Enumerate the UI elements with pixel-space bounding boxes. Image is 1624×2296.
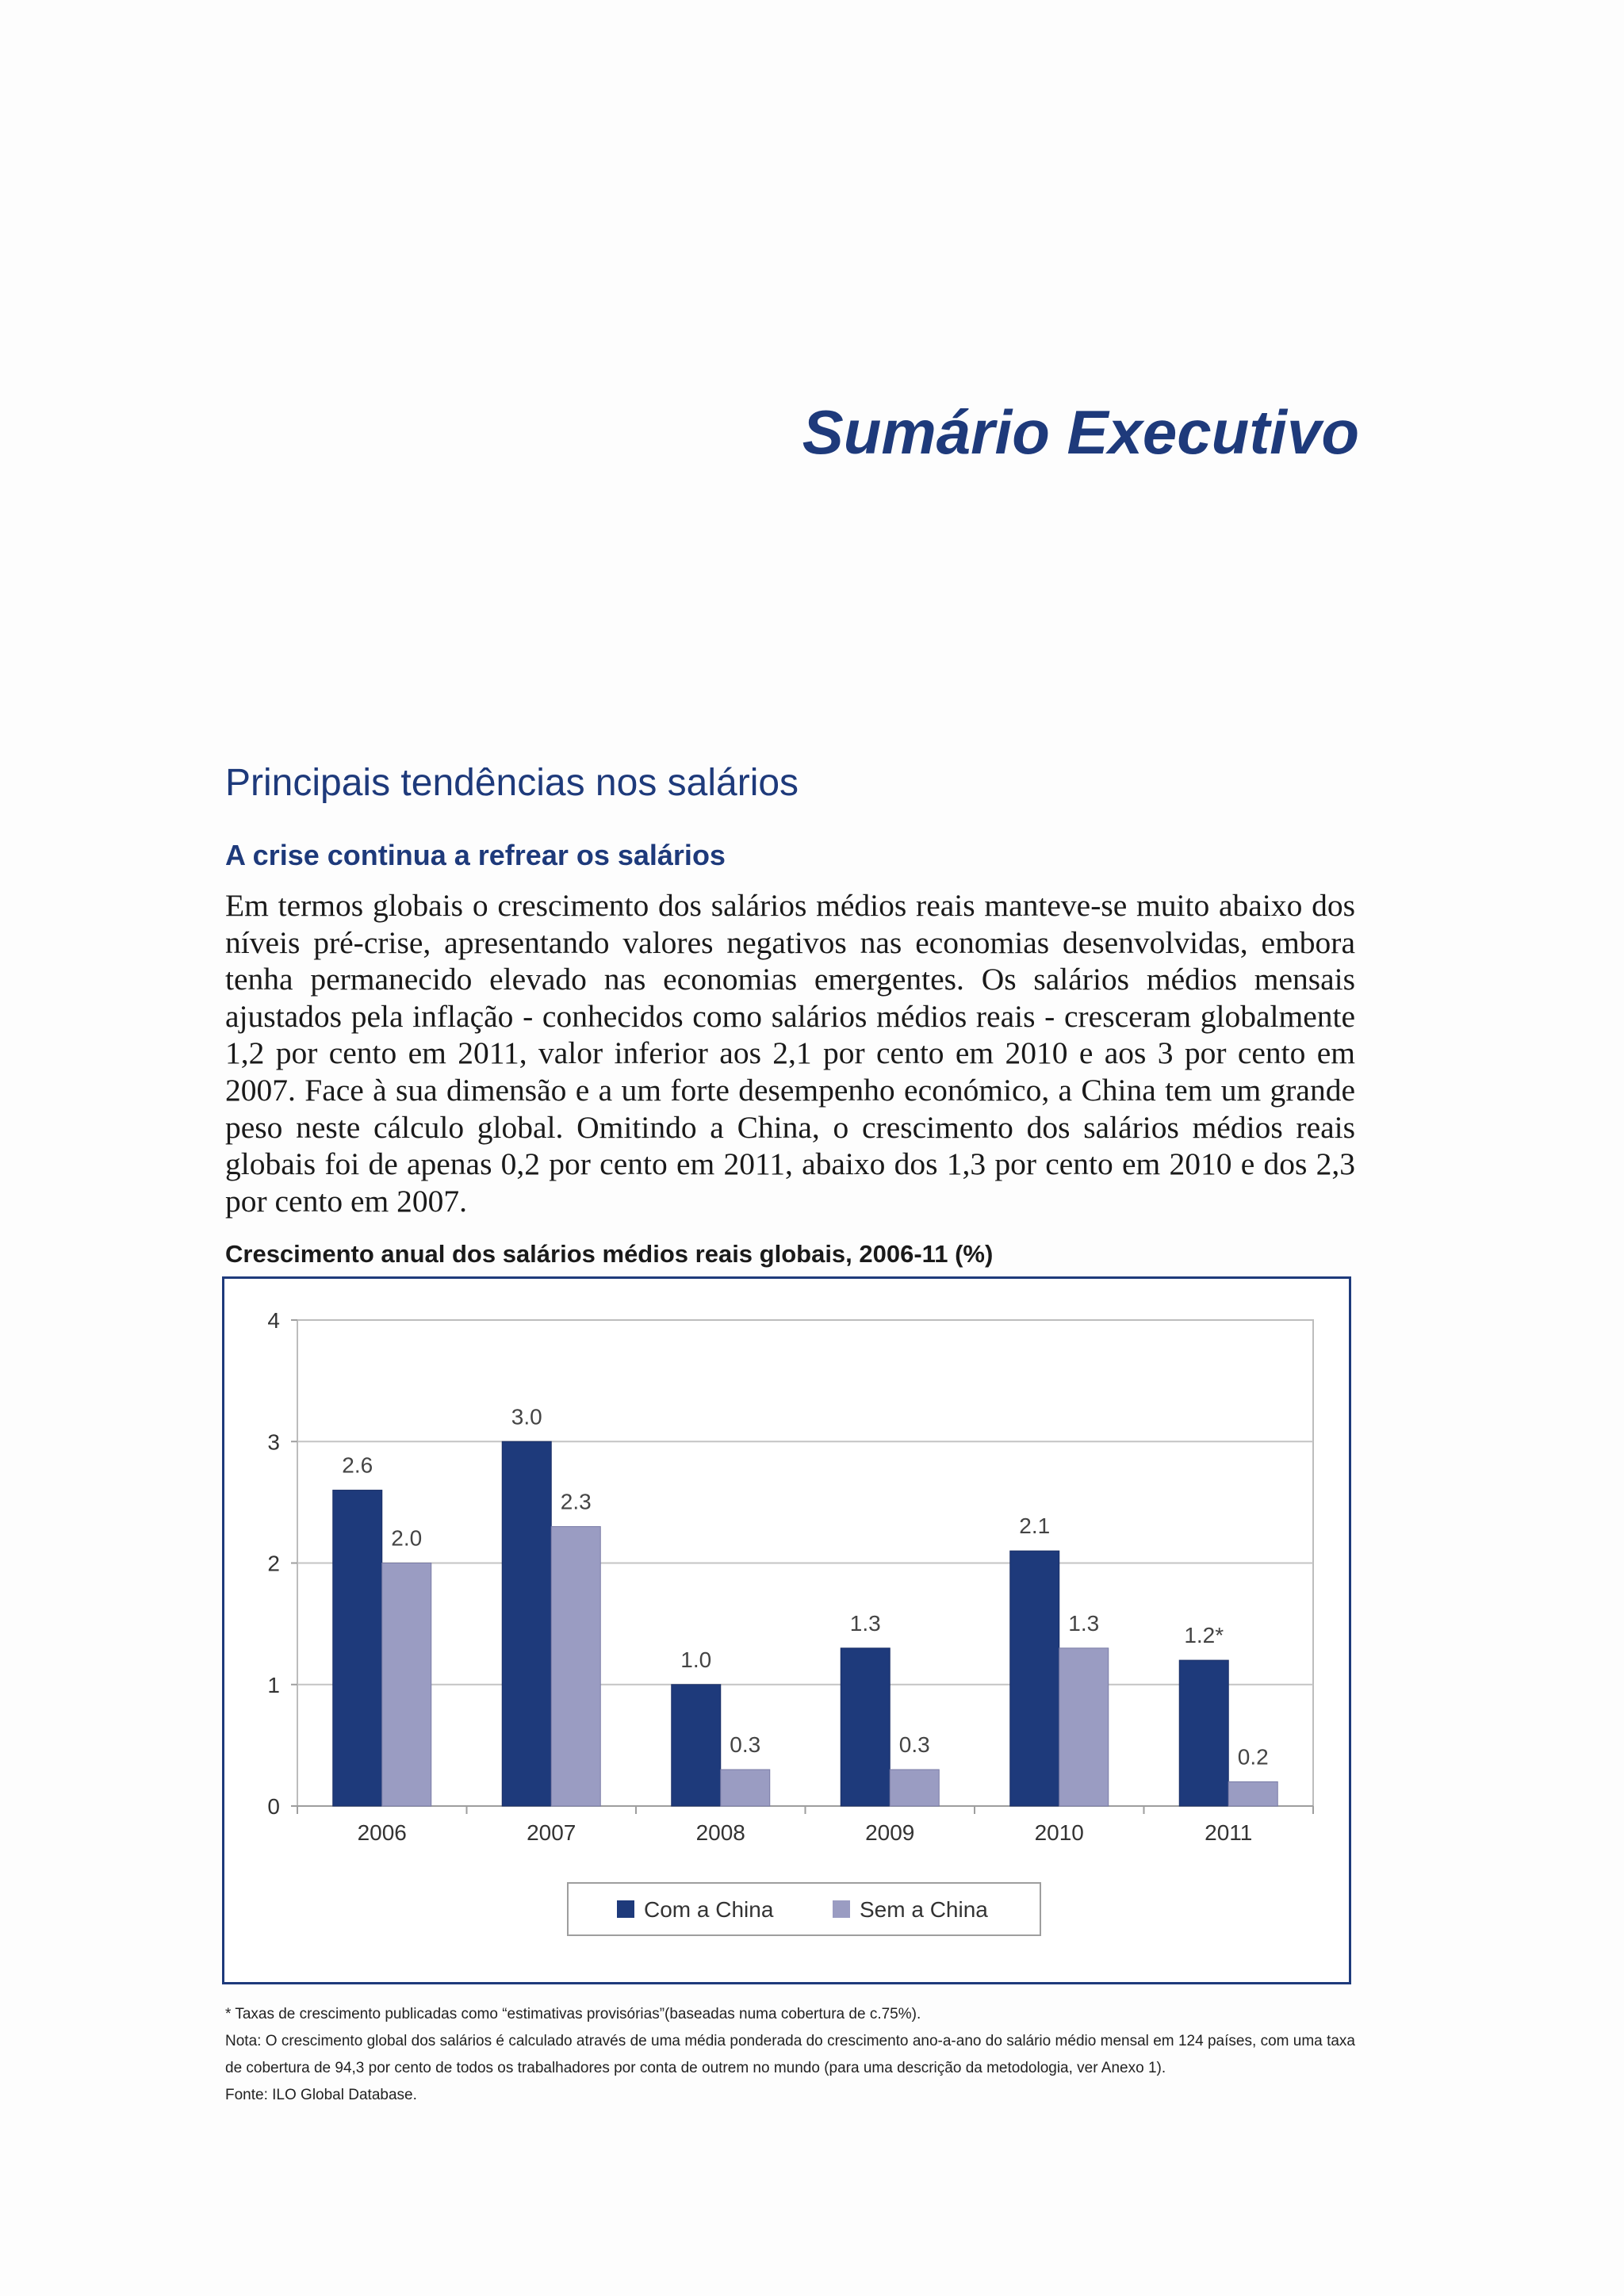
x-tick-label: 2010 xyxy=(1034,1820,1084,1845)
bar-com-china xyxy=(672,1685,721,1806)
note-text: Nota: O crescimento global dos salários é calculado através de uma média ponderada do crescimento ano-a-ano do salário médio mensal em 124 países, com uma taxa de cobertura de 94,3 por cento de todos os trabalhadores por conta de outrem no mundo (para uma descrição da metodologia, ver Anexo 1). xyxy=(225,2033,1355,2076)
bar-sem-china xyxy=(1059,1648,1109,1806)
legend-label: Sem a China xyxy=(860,1897,988,1922)
data-label: 1.3 xyxy=(1068,1610,1100,1636)
y-tick-label: 1 xyxy=(267,1672,280,1697)
bar-com-china xyxy=(841,1648,890,1806)
data-label: 1.2* xyxy=(1184,1623,1224,1648)
data-label: 3.0 xyxy=(511,1404,542,1429)
x-tick-label: 2006 xyxy=(357,1820,407,1845)
bar-chart xyxy=(224,1279,1349,1982)
page-title: Sumário Executivo xyxy=(802,397,1359,467)
bar-sem-china xyxy=(551,1527,600,1806)
data-label: 1.0 xyxy=(680,1647,712,1672)
data-label: 2.3 xyxy=(560,1489,592,1514)
data-label: 0.2 xyxy=(1237,1744,1269,1770)
data-label: 0.3 xyxy=(730,1732,761,1758)
chart-frame xyxy=(222,1276,1351,1984)
y-tick-label: 3 xyxy=(267,1429,280,1455)
y-tick-label: 2 xyxy=(267,1551,280,1576)
bar-sem-china xyxy=(1228,1781,1277,1806)
x-tick-label: 2007 xyxy=(527,1820,576,1845)
note-asterisk: * Taxas de crescimento publicadas como “estimativas provisórias”(baseadas numa cobertura de c.75%). xyxy=(225,2006,921,2022)
y-tick-label: 0 xyxy=(267,1794,280,1819)
bar-sem-china xyxy=(890,1770,939,1806)
data-label: 2.0 xyxy=(391,1525,423,1551)
section-heading: Principais tendências nos salários xyxy=(225,762,799,804)
x-tick-label: 2011 xyxy=(1205,1820,1253,1845)
y-tick-label: 4 xyxy=(267,1308,280,1333)
note-source: Fonte: ILO Global Database. xyxy=(225,2087,417,2103)
chart-title: Crescimento anual dos salários médios reais globais, 2006-11 (%) xyxy=(225,1240,994,1268)
bar-com-china xyxy=(1179,1660,1228,1806)
bar-com-china xyxy=(1010,1551,1059,1806)
x-tick-label: 2008 xyxy=(695,1820,745,1845)
legend-swatch xyxy=(617,1900,634,1918)
legend-label: Com a China xyxy=(644,1897,774,1922)
data-label: 2.1 xyxy=(1019,1513,1051,1539)
bar-sem-china xyxy=(382,1563,431,1807)
data-label: 2.6 xyxy=(342,1452,373,1478)
x-tick-label: 2009 xyxy=(865,1820,915,1845)
data-label: 0.3 xyxy=(898,1732,930,1758)
sub-heading: A crise continua a refrear os salários xyxy=(225,839,726,871)
body-paragraph: Em termos globais o crescimento dos salários médios reais manteve-se muito abaixo dos níveis pré-crise, apresentando valores negativos nas economias desenvolvidas, embora tenha permanecido elevado nas economias emergentes. Os salários médios mensais ajustados pela inflação - conhecidos como salários médios reais - cresceram globalmente 1,2 por cento em 2011, valor inferior aos 2,1 por cento em 2010 e aos 3 por cento em 2007. Face à sua dimensão e a um forte desempenho económico, a China tem um grande peso neste cálculo global. Omitindo a China, o crescimento dos salários médios reais globais foi de apenas 0,2 por cento em 2011, abaixo dos 1,3 por cento em 2010 e dos 2,3 por cento em 2007. xyxy=(225,888,1355,1219)
legend-swatch xyxy=(833,1900,850,1918)
bar-sem-china xyxy=(721,1770,770,1806)
bar-com-china xyxy=(333,1490,382,1806)
bar-com-china xyxy=(502,1441,551,1806)
data-label: 1.3 xyxy=(849,1610,881,1636)
